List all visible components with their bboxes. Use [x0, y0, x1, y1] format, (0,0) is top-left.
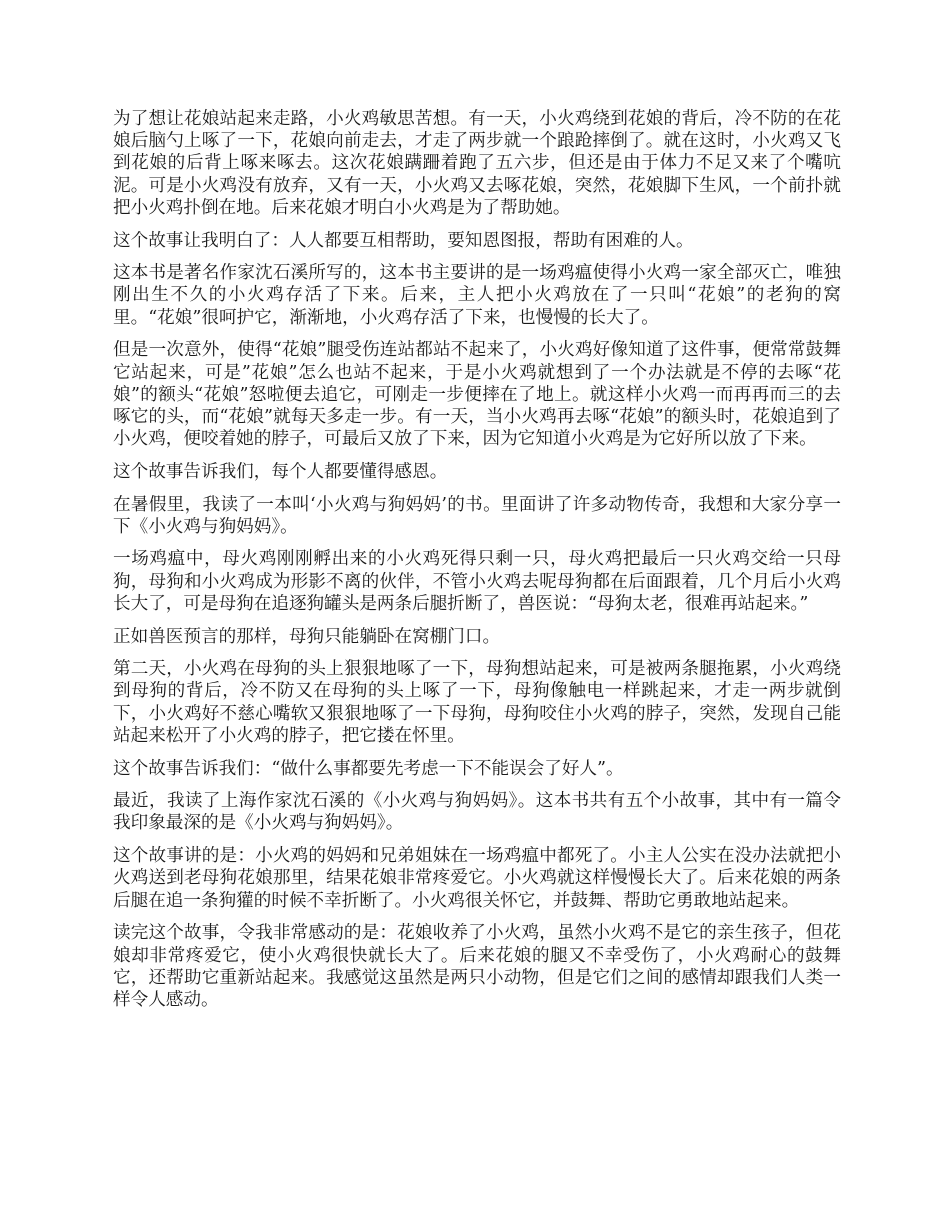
paragraph-1: 为了想让花娘站起来走路，小火鸡敏思苦想。有一天，小火鸡绕到花娘的背后，冷不防的在花娘后脑勺上啄了一下，花娘向前走去，才走了两步就一个踉跄摔倒了。就在这时，小火鸡又飞到花娘的后背上啄来啄去。这次花娘蹒跚着跑了五六步，但还是由于体力不足又来了个嘴吭泥。可是小火鸡没有放弃，又有一天，小火鸡又去啄花娘，突然，花娘脚下生风，一个前扑就把小火鸡扑倒在地。后来花娘才明白小火鸡是为了帮助她。: [113, 109, 841, 218]
paragraph-2: 这个故事让我明白了：人人都要互相帮助，要知恩图报，帮助有困难的人。: [113, 230, 694, 251]
paragraph-3: 这本书是著名作家沈石溪所写的，这本书主要讲的是一场鸡瘟使得小火鸡一家全部灭亡，唯独刚出生不久的小火鸡存活了下来。后来，主人把小火鸡放在了一只叫“花娘”的老狗的窝里。“花娘”很呵护它，渐渐地，小火鸡存活了下来，也慢慢的长大了。: [113, 263, 841, 328]
paragraph-12: 这个故事讲的是：小火鸡的妈妈和兄弟姐妹在一场鸡瘟中都死了。小主人公实在没办法就把小火鸡送到老母狗花娘那里，结果花娘非常疼爱它。小火鸡就这样慢慢长大了。后来花娘的两条后腿在追一条狗獾的时候不幸折断了。小火鸡很关怀它，并鼓舞、帮助它勇敢地站起来。: [113, 846, 841, 911]
paragraph-11: 最近，我读了上海作家沈石溪的《小火鸡与狗妈妈》。这本书共有五个小故事，其中有一篇令我印象最深的是《小火鸡与狗妈妈》。: [113, 791, 841, 834]
paragraph-10: 这个故事告诉我们：“做什么事都要先考虑一下不能误会了好人”。: [113, 758, 624, 779]
paragraph-9: 第二天，小火鸡在母狗的头上狠狠地啄了一下，母狗想站起来，可是被两条腿拖累，小火鸡绕到母狗的背后，冷不防又在母狗的头上啄了一下，母狗像触电一样跳起来，才走一两步就倒下，小火鸡好不慈心嘴软又狠狠地啄了一下母狗，母狗咬住小火鸡的脖子，突然，发现自己能站起来松开了小火鸡的脖子，把它搂在怀里。: [113, 659, 841, 746]
paragraph-5: 这个故事告诉我们，每个人都要懂得感恩。: [113, 461, 448, 482]
document-body: [113, 108, 841, 1022]
paragraph-4: 但是一次意外，使得“花娘”腿受伤连站都站不起来了，小火鸡好像知道了这件事，便常常鼓舞它站起来，可是”花娘”怎么也站不起来，于是小火鸡就想到了一个办法就是不停的去啄“花娘”的额头“花娘”怒啦便去追它，可刚走一步便摔在了地上。就这样小火鸡一而再再而三的去啄它的头，而“花娘”就每天多走一步。有一天，当小火鸡再去啄“花娘”的额头时，花娘追到了小火鸡，便咬着她的脖子，可最后又放了下来，因为它知道小火鸡是为它好所以放了下来。: [113, 340, 841, 450]
paragraph-7: 一场鸡瘟中，母火鸡刚刚孵出来的小火鸡死得只剩一只，母火鸡把最后一只火鸡交给一只母狗，母狗和小火鸡成为形影不离的伙伴，不管小火鸡去呢母狗都在后面跟着，几个月后小火鸡长大了，可是母狗在追逐狗罐头是两条后腿折断了，兽医说：“母狗太老，很难再站起来。”: [113, 549, 841, 614]
paragraph-13: 读完这个故事，令我非常感动的是：花娘收养了小火鸡，虽然小火鸡不是它的亲生孩子，但花娘却非常疼爱它，使小火鸡很快就长大了。后来花娘的腿又不幸受伤了，小火鸡耐心的鼓舞它，还帮助它重新站起来。我感觉这虽然是两只小动物，但是它们之间的感情却跟我们人类一样令人感动。: [113, 923, 841, 1010]
paragraph-6: 在暑假里，我读了一本叫‘小火鸡与狗妈妈’的书。里面讲了许多动物传奇，我想和大家分享一下《小火鸡与狗妈妈》。: [113, 494, 841, 537]
paragraph-8: 正如兽医预言的那样，母狗只能躺卧在窝棚门口。: [113, 626, 501, 647]
